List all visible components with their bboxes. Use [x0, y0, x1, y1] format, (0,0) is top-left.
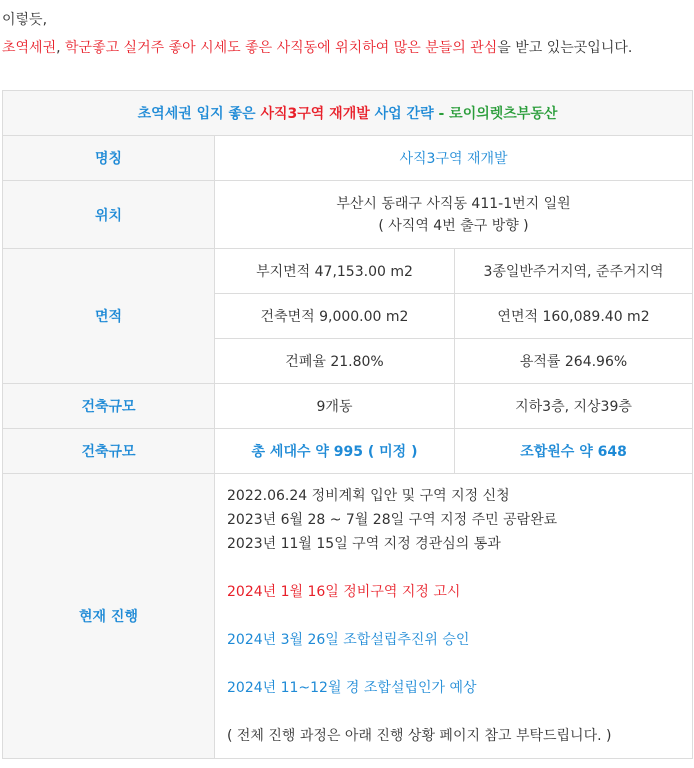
- building-coverage-value: 건폐율 21.80%: [215, 339, 455, 384]
- title-part-1: 초역세권 입지 좋은: [137, 106, 261, 122]
- table-row: [3, 384, 693, 429]
- floor-count-value: 지하3층, 지상39층: [455, 384, 693, 429]
- project-info-table: [2, 90, 693, 759]
- intro-highlight-school: 학군좋고 실거주 좋아 시세도 좋은 사직동에 위치하여 많은 분들의 관심: [65, 40, 498, 56]
- progress-value: [215, 474, 693, 759]
- area-label: 면적: [3, 249, 215, 384]
- intro-text: [2, 6, 692, 62]
- member-count-value: 조합원수 약 648: [455, 429, 693, 474]
- location-line-2: ( 사직역 4번 출구 방향 ): [378, 217, 529, 234]
- scale-label-2: 건축규모: [3, 429, 215, 474]
- table-row: [3, 474, 693, 759]
- name-label: 명칭: [3, 136, 215, 181]
- area-site-value: 부지면적 47,153.00 m2: [215, 249, 455, 294]
- table-header-row: [3, 91, 693, 136]
- table-row: [3, 249, 693, 294]
- progress-item-highlight-red: 2024년 1월 16일 정비구역 지정 고시: [227, 584, 461, 600]
- intro-tail: 을 받고 있는곳입니다.: [497, 40, 633, 56]
- title-part-3: 사업 간략: [369, 106, 439, 122]
- intro-line-2: [2, 34, 692, 62]
- table-row: [3, 429, 693, 474]
- household-count-value: 총 세대수 약 995 ( 미정 ): [215, 429, 455, 474]
- progress-item: 2023년 6월 28 ~ 7월 28일 구역 지정 주민 공람완료: [227, 512, 558, 528]
- intro-line-1: 이렇듯,: [2, 12, 48, 28]
- progress-label: 현재 진행: [3, 474, 215, 759]
- area-total-value: 연면적 160,089.40 m2: [455, 294, 693, 339]
- table-row: [3, 136, 693, 181]
- name-value: 사직3구역 재개발: [215, 136, 693, 181]
- area-zone-value: 3종일반주거지역, 준주거지역: [455, 249, 693, 294]
- intro-comma: ,: [56, 40, 66, 56]
- title-brand: - 로이의렛츠부동산: [438, 106, 558, 122]
- table-row: [3, 181, 693, 249]
- progress-note: ( 전체 진행 과정은 아래 진행 상황 페이지 참고 부탁드립니다. ): [227, 728, 612, 744]
- location-label: 위치: [3, 181, 215, 249]
- location-line-1: 부산시 동래구 사직동 411-1번지 일원: [336, 195, 571, 212]
- location-value: [215, 181, 693, 249]
- progress-item: 2023년 11월 15일 구역 지정 경관심의 통과: [227, 536, 501, 552]
- building-count-value: 9개동: [215, 384, 455, 429]
- floor-area-ratio-value: 용적률 264.96%: [455, 339, 693, 384]
- scale-label: 건축규모: [3, 384, 215, 429]
- progress-item: 2022.06.24 정비계획 입안 및 구역 지정 신청: [227, 488, 510, 504]
- table-title: [3, 91, 693, 136]
- progress-item-highlight-blue: 2024년 3월 26일 조합설립추진위 승인: [227, 632, 470, 648]
- title-project-name: 사직3구역 재개발: [260, 106, 370, 122]
- area-building-value: 건축면적 9,000.00 m2: [215, 294, 455, 339]
- progress-item-expected: 2024년 11~12월 경 조합설립인가 예상: [227, 680, 477, 696]
- intro-highlight-station: 초역세권: [2, 40, 57, 56]
